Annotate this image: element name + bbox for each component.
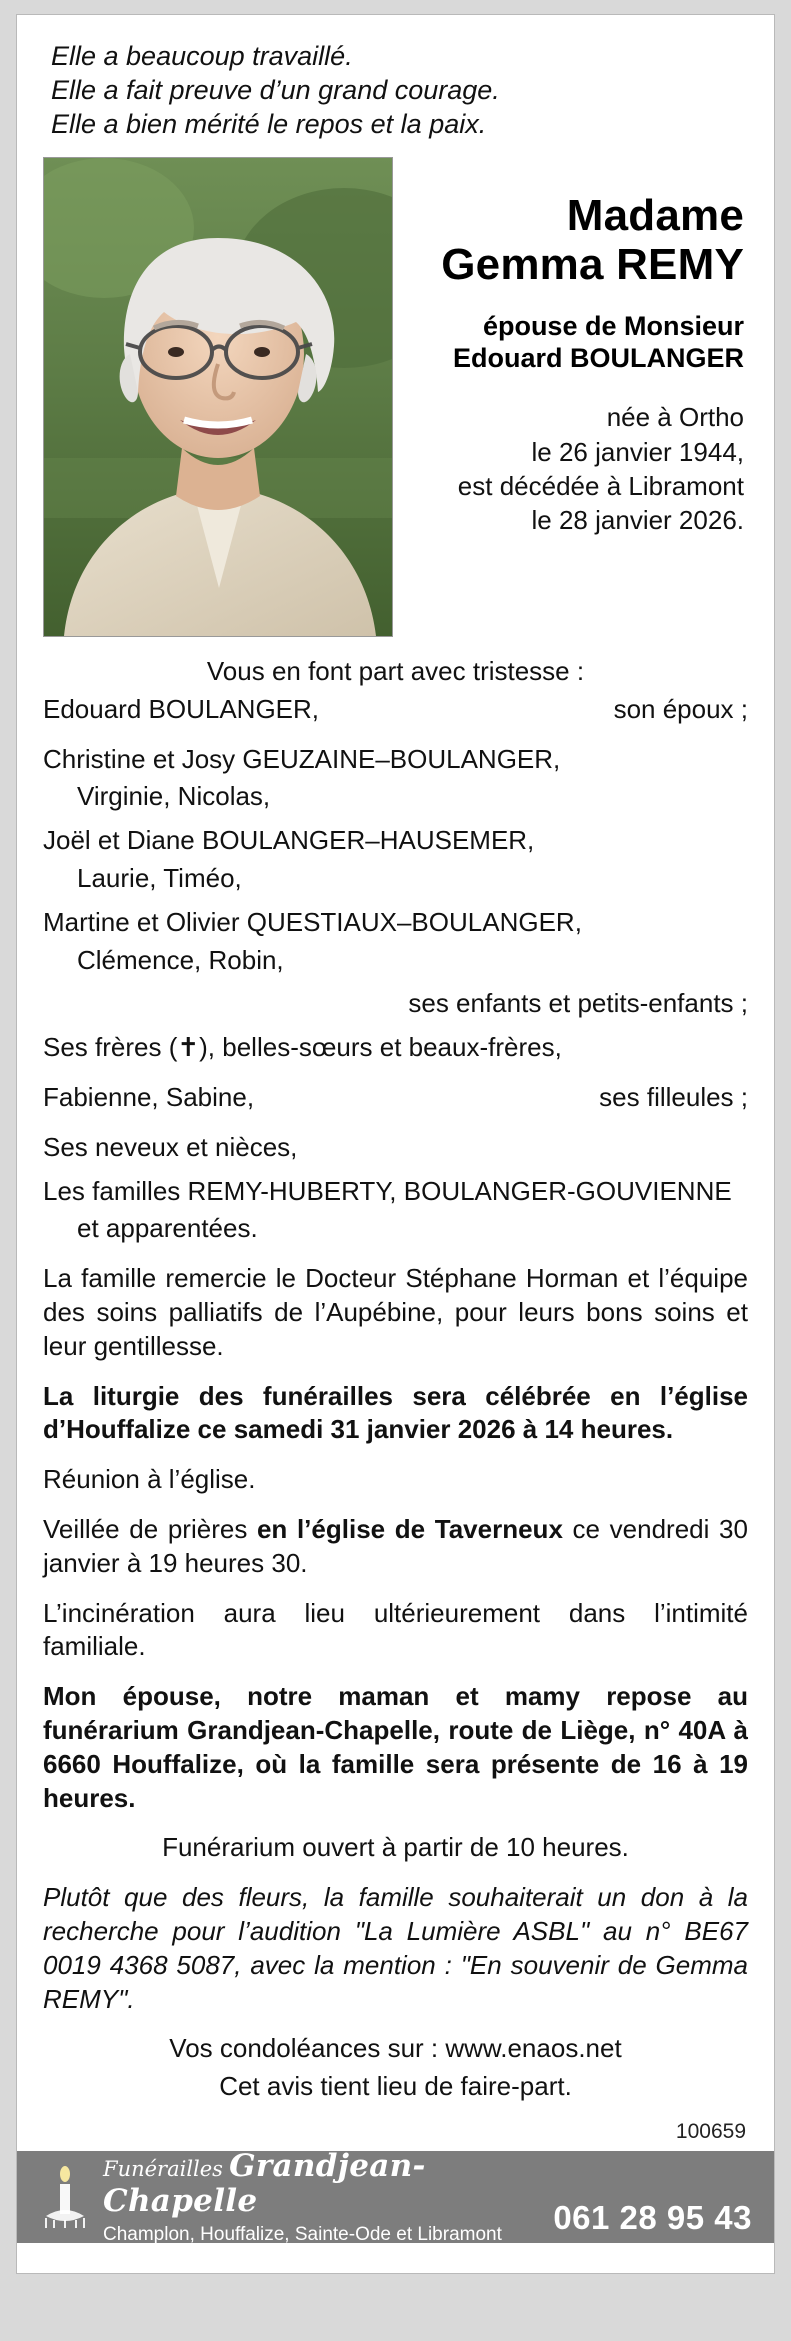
footer-title-row [103, 2149, 553, 2220]
candle-icon [35, 2163, 95, 2231]
funeral-home-footer [17, 2147, 774, 2245]
opening-line: Funérarium ouvert à partir de 10 heures. [162, 1832, 629, 1863]
condolences-line: Vos condoléances sur : www.enaos.net [169, 2033, 622, 2064]
family-line-3: Martine et Olivier QUESTIAUX–BOULANGER, [43, 906, 582, 937]
obituary-card [16, 14, 775, 2274]
portrait-illustration [44, 158, 392, 636]
vigil-church: en l’église de Taverneux [256, 1513, 563, 1544]
liturgy-paragraph: La liturgie des funérailles sera célébrée en l’église d’Houffalize ce samedi 31 janvier 2026 à 14 heures. [43, 1380, 748, 1445]
footer-text [95, 2149, 553, 2246]
goddaughters-row [43, 1081, 748, 1115]
announcement-body [43, 655, 748, 2145]
nephews-line: Ses neveux et nièces, [43, 1131, 298, 1162]
goddaughters-names: Fabienne, Sabine, [43, 1082, 255, 1113]
birth-place: née à Ortho [606, 402, 744, 433]
deceased-title: Madame [566, 191, 744, 241]
family-sub-1: Virginie, Nicolas, [77, 781, 271, 812]
footer-phone[interactable]: 061 28 95 43 [553, 2199, 752, 2237]
death-place: est décédée à Libramont [457, 470, 744, 501]
announce-lead: Vous en font part avec tristesse : [206, 656, 585, 687]
vigil-text-post: ce vendredi 30 janvier à 19 heures 30. [43, 1513, 748, 1578]
death-date: le 28 janvier 2026. [531, 505, 744, 536]
intro-line-1: Elle a beaucoup travaillé. [51, 41, 353, 71]
reunion-line: Réunion à l’église. [43, 1464, 256, 1495]
portrait-and-name-block [43, 157, 748, 637]
spouse-name: Edouard BOULANGER [452, 342, 744, 373]
husband-row [43, 693, 748, 727]
goddaughters-role: ses filleules ; [599, 1082, 748, 1113]
husband-role: son époux ; [613, 693, 748, 724]
birth-date: le 26 janvier 1944, [531, 436, 744, 467]
name-block [411, 157, 748, 538]
candle-icon-svg [38, 2164, 92, 2230]
other-families-line-2: et apparentées. [77, 1213, 258, 1244]
family-line-1: Christine et Josy GEUZAINE–BOULANGER, [43, 743, 561, 774]
family-sub-2: Laurie, Timéo, [77, 863, 242, 894]
intro-line-2: Elle a fait preuve d’un grand courage. [51, 75, 500, 106]
funerarium-paragraph: Mon épouse, notre maman et mamy repose au funérarium Grandjean-Chapelle, route de Liège, n° 40A à 6660 Houffalize, où la famille sera présente de 16 à 19 heures. [43, 1681, 748, 1813]
reference-number: 100659 [675, 2119, 746, 2143]
thanks-paragraph: La famille remercie le Docteur Stéphane Horman et l’équipe des soins palliatifs de l’Aupébine, pour leurs bons soins et leur gentillesse. [43, 1263, 748, 1361]
intro-text [51, 39, 748, 141]
donation-paragraph: Plutôt que des fleurs, la famille souhaiterait un don à la recherche pour l’audition "La Lumière ASBL" au n° BE67 0019 4368 5087, avec la mention : "En souvenir de Gemma REMY". [43, 1882, 748, 2014]
family-line-2: Joël et Diane BOULANGER–HAUSEMER, [43, 825, 535, 856]
portrait-photo [43, 157, 393, 637]
vigil-text-pre: Veillée de prières [43, 1513, 257, 1544]
footer-company-name: Grandjean-Chapelle [103, 2147, 426, 2220]
notice-line: Cet avis tient lieu de faire-part. [219, 2071, 572, 2102]
husband-name: Edouard BOULANGER, [43, 693, 320, 724]
footer-service-word: Funérailles [103, 2156, 223, 2181]
siblings-line: Ses frères (✝), belles-sœurs et beaux-frères, [43, 1032, 562, 1063]
intro-line-3: Elle a bien mérité le repos et la paix. [51, 109, 487, 140]
vigil-paragraph [43, 1513, 748, 1581]
other-families-line-1: Les familles REMY-HUBERTY, BOULANGER-GOUVIENNE [43, 1175, 732, 1206]
deceased-name: Gemma REMY [441, 240, 744, 290]
footer-locations: Champlon, Houffalize, Sainte-Ode et Libramont [103, 2223, 502, 2245]
cremation-paragraph: L’incinération aura lieu ultérieurement dans l’intimité familiale. [43, 1597, 748, 1662]
spouse-label: épouse de Monsieur [482, 310, 744, 341]
children-role: ses enfants et petits-enfants ; [408, 988, 748, 1019]
family-sub-3: Clémence, Robin, [77, 944, 284, 975]
